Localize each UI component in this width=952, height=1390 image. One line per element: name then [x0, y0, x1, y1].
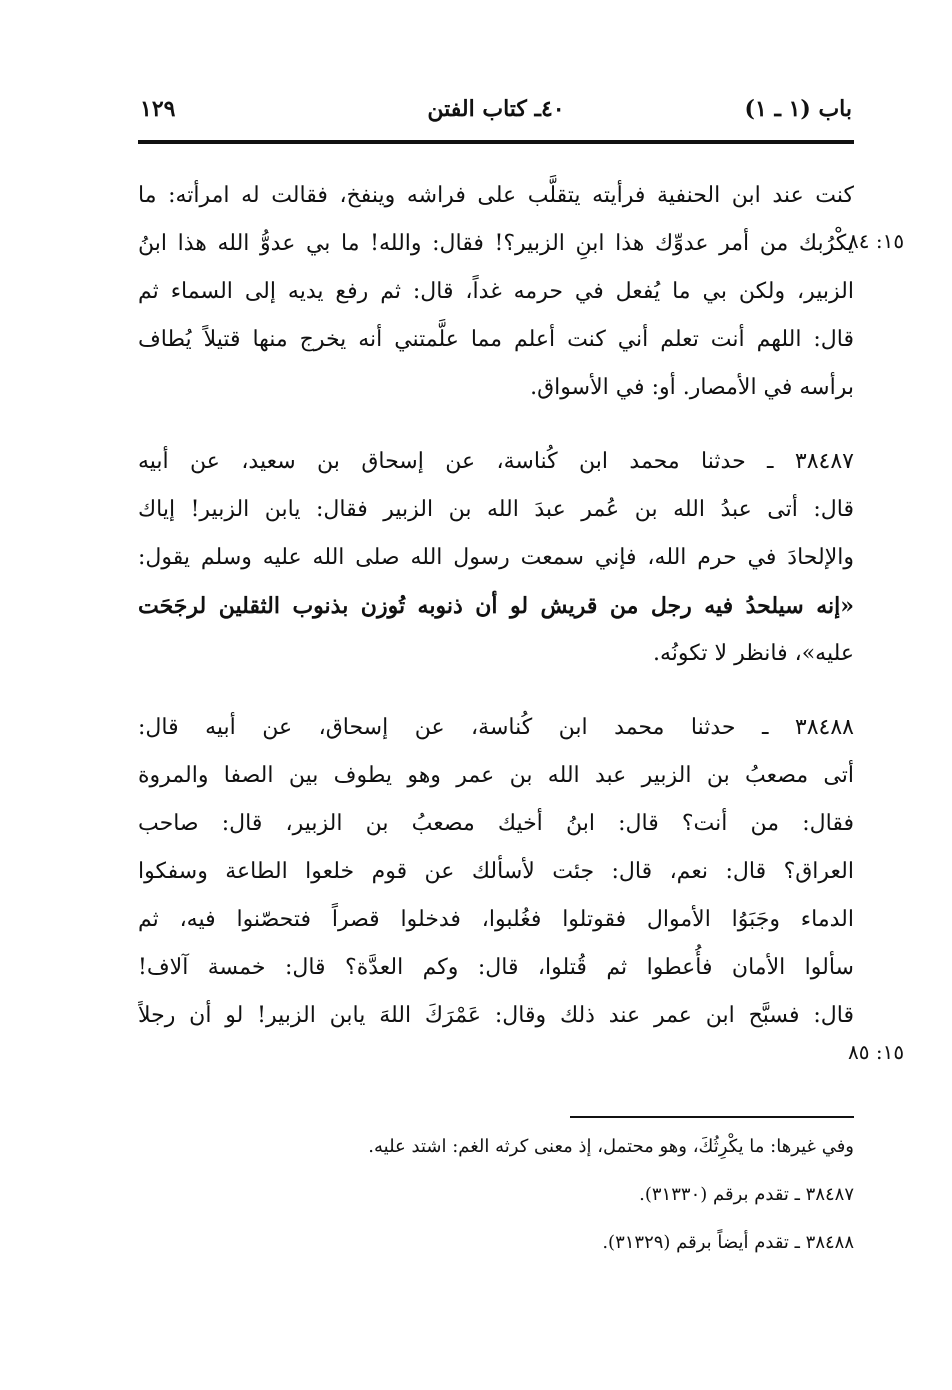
page-number: ١٢٩	[140, 96, 176, 122]
text-line: ٣٨٤٨٧ ـ حدثنا محمد ابن كُناسة، عن إسحاق بن سعيد، عن أبيه	[138, 449, 854, 474]
text-line: كنت عند ابن الحنفية فرأيته يتقلَّب على فراشه وينفخ، فقالت له امرأته: ما	[138, 183, 854, 208]
footnote: ٣٨٤٨٨ ـ تقدم أيضاً برقم (٣١٣٢٩).	[602, 1232, 854, 1253]
footnote: ٣٨٤٨٧ ـ تقدم برقم (٣١٣٣٠).	[639, 1184, 854, 1205]
chapter-label: باب (١ ـ ١)	[744, 96, 852, 122]
running-header	[140, 92, 852, 132]
text-line: يكْرُبك من أمر عدوِّك هذا ابنِ الزبير؟! فقال: والله! ما بي عدوُّ الله هذا ابنُ	[138, 231, 854, 256]
text-line: سألوا الأمان فأُعطوا ثم قُتلوا، قال: وكم العدَّة؟ قال: خمسة آلاف!	[138, 955, 854, 980]
footnote: وفي غيرها: ما يكْرِثُكَ، وهو محتمل، إذ معنى كرثه الغم: اشتد عليه.	[368, 1136, 854, 1157]
text-line: والإلحادَ في حرم الله، فإني سمعت رسول الله صلى الله عليه وسلم يقول:	[138, 545, 854, 570]
text-line: أتى مصعبُ بن الزبير عبد الله بن عمر وهو يطوف بين الصفا والمروة	[138, 763, 854, 788]
footnotes	[200, 1134, 854, 1278]
text-line: عليه»، فانظر لا تكونُه.	[652, 641, 854, 666]
text-line: فقال: من أنت؟ قال: ابنُ أخيك مصعبُ بن الزبير، قال: صاحب	[138, 811, 854, 836]
text-line: قال: اللهم أنت تعلم أني كنت أعلم مما علَّمتني أنه يخرج منها قتيلاً يُطاف	[138, 327, 854, 352]
main-text	[138, 172, 854, 1066]
text-line-quote: «إنه سيلحدُ فيه رجل من قريش لو أن ذنوبه تُوزن بذنوب الثقلين لرجَحَت	[138, 593, 854, 619]
margin-reference: ١٥: ٨٥	[848, 1040, 905, 1064]
text-line: ٣٨٤٨٨ ـ حدثنا محمد ابن كُناسة، عن إسحاق، عن أبيه قال:	[138, 715, 854, 740]
text-line: الدماء وجَبَوُا الأموال فقوتلوا فغُلبوا، فدخلوا قصراً فتحصّنوا فيه، ثم	[138, 907, 854, 932]
margin-reference: ١٥: ٨٤	[848, 229, 905, 253]
book-title: ٤٠ـ كتاب الفتن	[427, 96, 565, 122]
hadith-38487	[138, 438, 854, 678]
hadith-38488	[138, 704, 854, 1040]
footnote-rule	[570, 1116, 854, 1118]
text-line: العراق؟ قال: نعم، قال: جئت لأسألك عن قوم خلعوا الطاعة وسفكوا	[138, 859, 854, 884]
text-line: قال: أتى عبدُ الله بن عُمر عبدَ الله بن الزبير فقال: يابن الزبير! إياك	[138, 497, 854, 522]
header-rule	[138, 140, 854, 144]
text-line: برأسه في الأمصار. أو: في الأسواق.	[530, 375, 854, 400]
text-line: الزبير، ولكن بي ما يُفعل في حرمه غداً، قال: ثم رفع يديه إلى السماء ثم	[138, 279, 854, 304]
text-line: قال: فسبَّح ابن عمر عند ذلك وقال: عَمْرَكَ اللهَ يابن الزبير! لو أن رجلاً	[138, 1003, 854, 1028]
paragraph-continued	[138, 172, 854, 412]
